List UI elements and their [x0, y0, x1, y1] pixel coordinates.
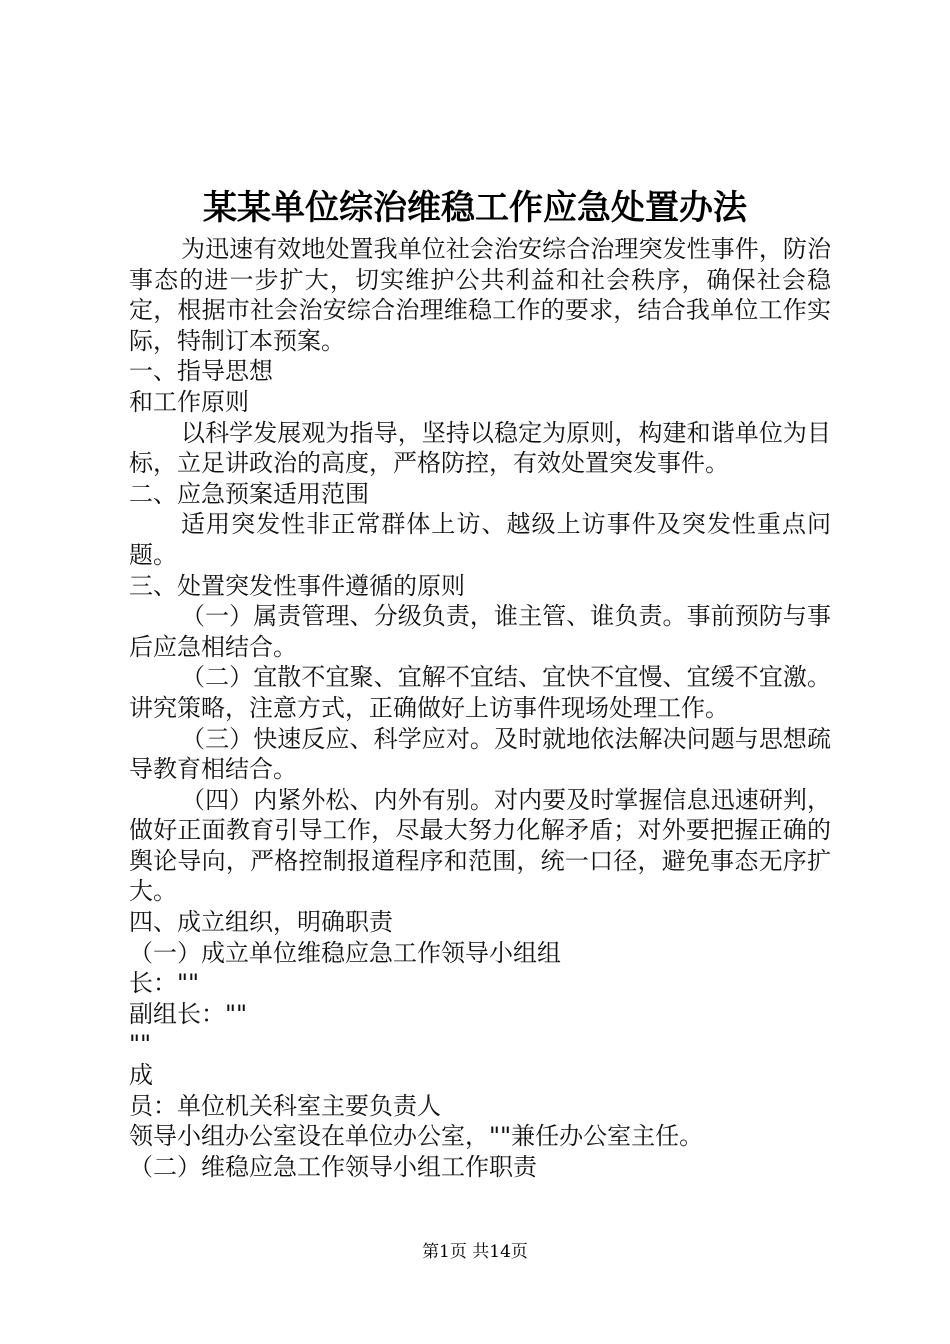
principle-3: （三）快速反应、科学应对。及时就地依法解决问题与思想疏导教育相结合。 [129, 724, 831, 784]
deputy-leader-line: 副组长："" [129, 999, 248, 1028]
member-label: 成 [129, 1061, 153, 1090]
paragraph-intro: 为迅速有效地处置我单位社会治安综合治理突发性事件，防治事态的进一步扩大，切实维护公共利益和社会秩序，确保社会稳定，根据市社会治安综合治理维稳工作的要求，结合我单位工作实际，特制订本预案。 [129, 235, 831, 355]
document-body [129, 234, 831, 1182]
document-title: 某某单位综治维稳工作应急处置办法 [203, 188, 747, 228]
paragraph-scope: 适用突发性非正常群体上访、越级上访事件及突发性重点问题。 [129, 510, 831, 569]
principle-2: （二）宜散不宜聚、宜解不宜结、宜快不宜慢、宜缓不宜激。讲究策略，注意方式，正确做好上访事件现场处理工作。 [129, 663, 831, 722]
section-heading-3: 三、处置突发性事件遵循的原则 [129, 571, 465, 600]
member-line: 员：单位机关科室主要负责人 [129, 1091, 441, 1120]
subsection-1: （一）成立单位维稳应急工作领导小组组 [129, 938, 561, 967]
principle-1: （一）属责管理、分级负责，谁主管、谁负责。事前预防与事后应急相结合。 [129, 602, 831, 661]
section-heading-4: 四、成立组织，明确职责 [129, 908, 393, 937]
section-heading-1: 一、指导思想 [129, 357, 273, 386]
deputy-leader-cont: "" [129, 1030, 152, 1059]
paragraph-guidance: 以科学发展观为指导，坚持以稳定为原则，构建和谐单位为目标，立足讲政治的高度，严格防控，有效处置突发事件。 [129, 418, 831, 478]
page-footer: 第1页 共14页 [422, 1242, 528, 1262]
section-heading-1-cont: 和工作原则 [129, 387, 249, 416]
section-heading-2: 二、应急预案适用范围 [129, 479, 369, 508]
office-line: 领导小组办公室设在单位办公室，""兼任办公室主任。 [129, 1122, 704, 1151]
leader-line: 长："" [129, 969, 200, 998]
subsection-2: （二）维稳应急工作领导小组工作职责 [129, 1152, 537, 1181]
principle-4: （四）内紧外松、内外有别。对内要及时掌握信息迅速研判，做好正面教育引导工作，尽最大努力化解矛盾；对外要把握正确的舆论导向，严格控制报道程序和范围，统一口径，避免事态无序扩大。 [129, 785, 831, 906]
